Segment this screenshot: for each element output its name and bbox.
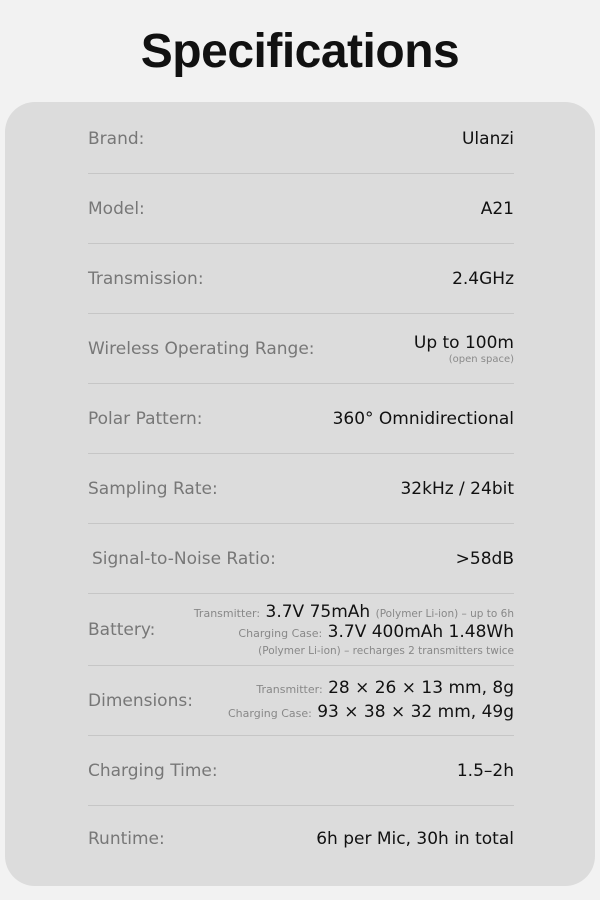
spec-row-brand (88, 104, 514, 174)
spec-row-range (88, 314, 514, 384)
spec-label: Wireless Operating Range: (88, 338, 315, 359)
spec-value: 32kHz / 24bit (400, 478, 514, 499)
spec-value: Ulanzi (461, 128, 514, 149)
spec-row-dimensions (88, 666, 514, 736)
spec-value: >58dB (455, 548, 514, 569)
spec-label: Charging Time: (88, 760, 218, 781)
spec-value: 360° Omnidirectional (332, 408, 514, 429)
spec-value: 93 × 38 × 32 mm, 49g (317, 701, 514, 722)
spec-label: Transmission: (88, 268, 204, 289)
spec-label: Battery: (88, 619, 156, 640)
page-title: Specifications (140, 25, 460, 78)
spec-tag: Transmitter: (193, 606, 261, 620)
spec-note: (Polymer Li-ion) – up to 6h (375, 607, 514, 620)
spec-label: Brand: (88, 128, 145, 149)
spec-note: (open space) (448, 353, 514, 365)
spec-label: Dimensions: (88, 690, 193, 711)
spec-value: 1.5–2h (456, 760, 514, 781)
spec-value: 3.7V 400mAh 1.48Wh (327, 621, 514, 642)
spec-label: Runtime: (88, 829, 165, 849)
spec-value: A21 (480, 198, 514, 219)
spec-note: (Polymer Li-ion) – recharges 2 transmitters twice (258, 644, 514, 657)
spec-label: Sampling Rate: (88, 478, 218, 499)
spec-tag: Charging Case: (238, 626, 323, 640)
spec-value: 2.4GHz (452, 268, 514, 289)
spec-row-snr (88, 524, 514, 594)
spec-row-model (88, 174, 514, 244)
spec-value: 28 × 26 × 13 mm, 8g (328, 677, 514, 698)
spec-tag: Transmitter: (256, 682, 323, 696)
spec-value-group (228, 677, 514, 725)
spec-value: 6h per Mic, 30h in total (316, 829, 514, 849)
spec-row-sampling-rate (88, 454, 514, 524)
spec-row-polar-pattern (88, 384, 514, 454)
spec-row-charging-time (88, 736, 514, 806)
spec-label: Model: (88, 198, 145, 219)
spec-value-group (414, 332, 514, 366)
spec-value-group (194, 603, 514, 657)
spec-value: Up to 100m (413, 332, 514, 353)
spec-row-transmission (88, 244, 514, 314)
spec-row-battery (88, 594, 514, 666)
spec-row-runtime (88, 806, 514, 872)
spec-label: Polar Pattern: (88, 408, 203, 429)
spec-label: Signal-to-Noise Ratio: (92, 548, 276, 569)
spec-value: 3.7V 75mAh (265, 601, 371, 622)
spec-tag: Charging Case: (227, 706, 312, 720)
